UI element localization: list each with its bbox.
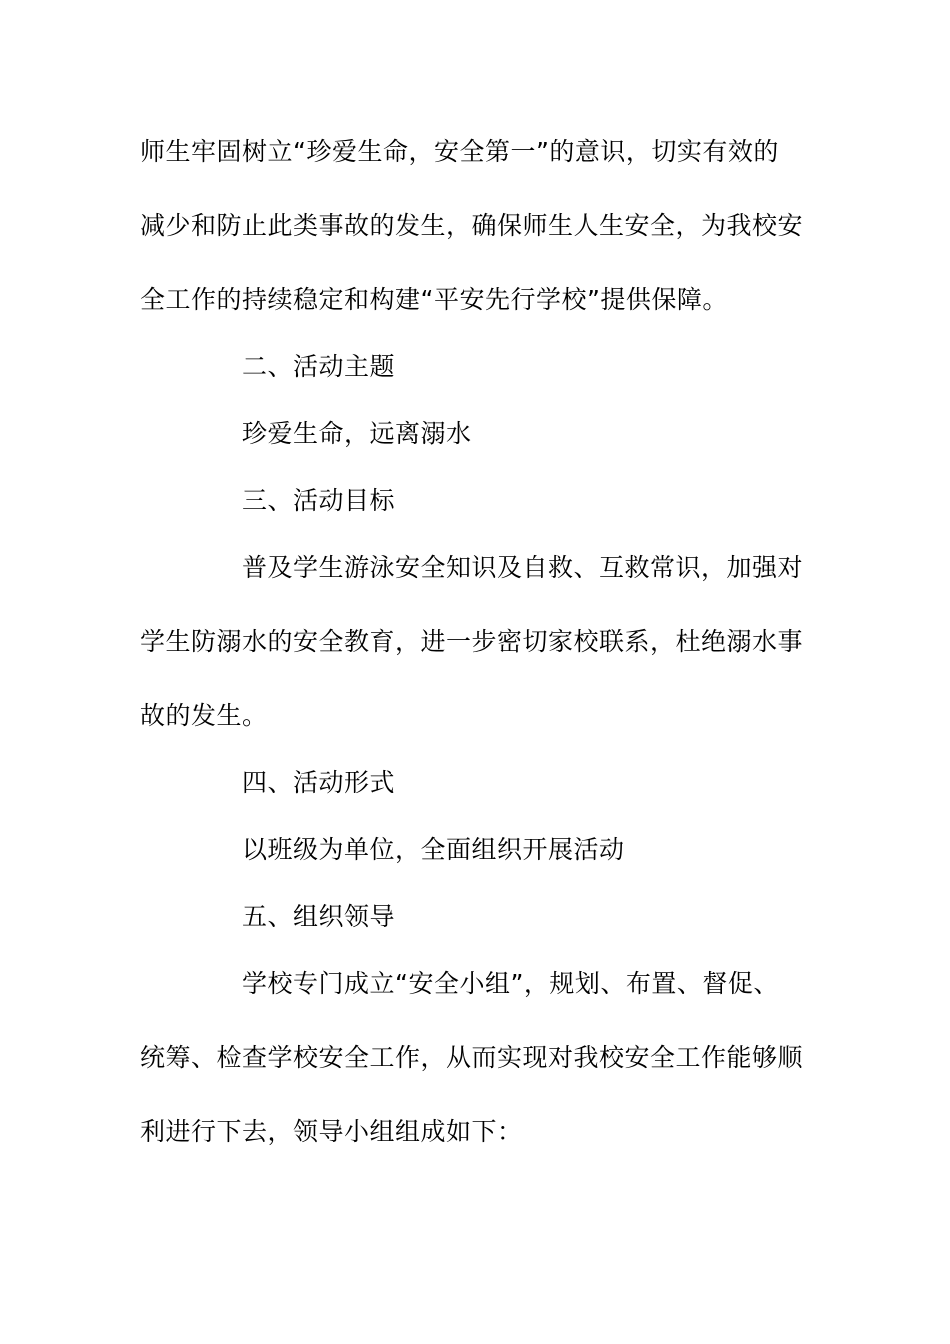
paragraph-line: 全工作的持续稳定和构建“平安先行学校”提供保障。 xyxy=(140,285,728,314)
paragraph-line: 减少和防止此类事故的发生，确保师生人生安全，为我校安 xyxy=(140,211,804,240)
paragraph-line: 学生防溺水的安全教育，进一步密切家校联系，杜绝溺水事 xyxy=(140,627,804,656)
paragraph-line: 以班级为单位，全面组织开展活动 xyxy=(242,835,625,864)
paragraph-line: 珍爱生命，远离溺水 xyxy=(242,419,472,448)
section-heading: 四、活动形式 xyxy=(242,768,396,797)
paragraph-line: 利进行下去，领导小组组成如下： xyxy=(140,1117,523,1146)
paragraph-line: 普及学生游泳安全知识及自救、互救常识，加强对 xyxy=(242,553,804,582)
paragraph-line: 统筹、检查学校安全工作，从而实现对我校安全工作能够顺 xyxy=(140,1043,804,1072)
section-heading: 三、活动目标 xyxy=(242,486,396,515)
paragraph-line: 学校专门成立“安全小组”，规划、布置、督促、 xyxy=(242,969,779,998)
paragraph-line: 故的发生。 xyxy=(140,701,268,730)
section-heading: 二、活动主题 xyxy=(242,352,396,381)
section-heading: 五、组织领导 xyxy=(242,902,396,931)
paragraph-line: 师生牢固树立“珍爱生命，安全第一”的意识，切实有效的 xyxy=(140,137,779,166)
